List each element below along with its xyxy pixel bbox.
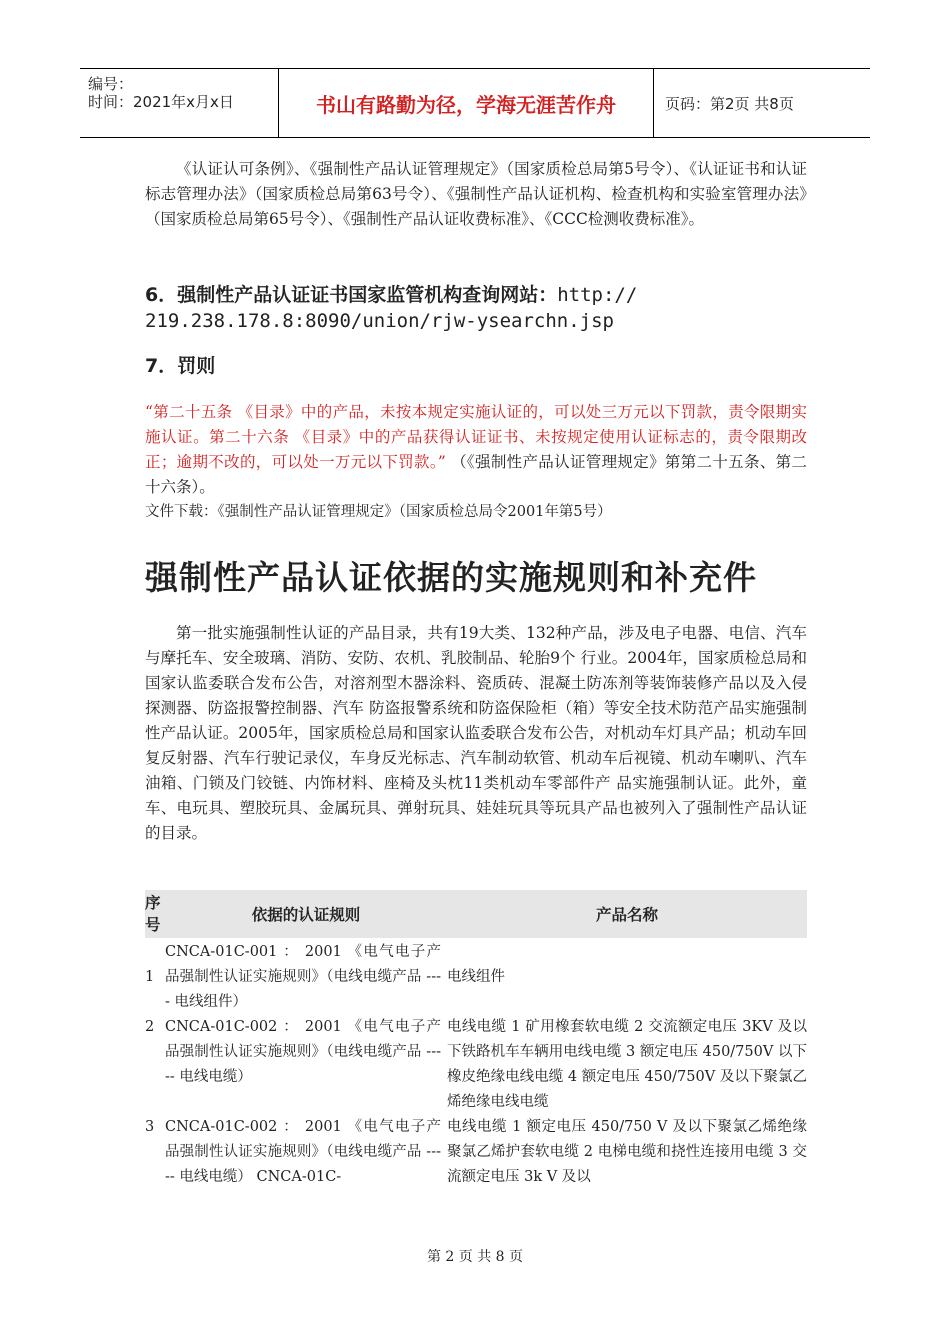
row-rule: CNCA-01C-001 ： 2001 《电气电子产品强制性认证实施规则》（电线电缆产品 ---- 电线组件） [165,944,441,1010]
header-page-info: 页码：第2页 共8页 [665,94,794,113]
certification-rules-table [145,890,807,1190]
section-7-heading: 7．罚则 [145,355,216,377]
section-6-heading [145,282,807,334]
document-date: 时间：2021年x月x日 [88,93,234,111]
penalty-paragraph [145,400,807,500]
table-row [145,940,807,1015]
intro-paragraph: 第一批实施强制性认证的产品目录，共有19大类、132种产品，涉及电子电器、电信、汽车与摩托车、安全玻璃、消防、安防、农机、乳胶制品、轮胎9个 行业。2004年，国家质检总局和国家认监委联合发布公告，对溶剂型木器涂料、瓷质砖、混凝土防冻剂等装饰装修产品以及入侵探测器、防盗报警控制器、汽车 防盗报警系统和防盗保险柜（箱）等安全技术防范产品实施强制性产品认证。2005年，国家质检总局和国家认监委联合发布公告，对机动车灯具产品；机动车回 复反射器、汽车行驶记录仪，车身反光标志、汽车制动软管、机动车后视镜、机动车喇叭、汽车油箱、门锁及门铰链、内饰材料、座椅及头枕11类机动车零部件产 品实施强制认证。此外，童车、电玩具、塑胶玩具、金属玩具、弹射玩具、娃娃玩具等玩具产品也被列入了强制性产品认证的目录。 [145,624,807,842]
row-rule: CNCA-01C-002 ： 2001 《电气电子产品强制性认证实施规则》（电线电缆产品 ----- 电线电缆） CNCA-01C- [165,1119,441,1185]
header-meta-cell [80,69,279,137]
row-no: 2 [145,1019,155,1035]
row-product: 电线电缆 1 矿用橡套软电缆 2 交流额定电压 3KV 及以下铁路机车车辆用电线电缆 3 额定电压 450/750V 以下橡皮绝缘电线电缆 4 额定电压 450/750V 及以下聚氯乙烯绝缘电线电缆 [447,1019,807,1110]
query-url-part1[interactable]: http:// [557,284,638,306]
query-url-part2[interactable]: 219.238.178.8:8090/union/rjw-ysearchn.jsp [145,310,614,332]
document-number-label: 编号： [88,75,134,93]
row-no: 1 [145,969,155,985]
row-rule: CNCA-01C-002 ： 2001 《电气电子产品强制性认证实施规则》（电线电缆产品 ----- 电线电缆） [165,1019,441,1085]
row-product: 电线组件 [447,969,505,985]
download-line[interactable]: 文件下载：《强制性产品认证管理规定》（国家质检总局令2001年第5号） [145,504,612,520]
row-no: 3 [145,1119,155,1135]
main-heading: 强制性产品认证依据的实施规则和补充件 [145,558,757,597]
section-6-title: 6．强制性产品认证证书国家监管机构查询网站： [145,284,558,306]
table-header [145,890,807,938]
header-product: 产品名称 [595,906,658,924]
header-no: 序号 [145,894,161,934]
penalty-quote: “第二十五条 《目录》中的产品，未按本规定实施认证的，可以处三万元以下罚款，责令限期实施认证。第二十六条 《目录》中的产品获得认证证书、未按规定使用认证标志的，责令限期改正；逾期不改的，可以处一万元以下罚款。” [145,403,807,471]
regulations-paragraph: 《认证认可条例》、《强制性产品认证管理规定》（国家质检总局第5号令）、《认证证书和认证标志管理办法》（国家质检总局第63号令）、《强制性产品认证机构、检查机构和实验室管理办法》（国家质检总局第65号令）、《强制性产品认证收费标准》、《CCC检测收费标准》。 [145,160,807,228]
table-row [145,1015,807,1115]
header-rule: 依据的认证规则 [251,906,361,924]
page-header [80,68,870,138]
table-row [145,1115,807,1190]
penalty-reference: （《强制性产品认证管理规定》第第二十五条、第二十六条）。 [145,453,807,496]
header-motto: 书山有路勤为径，学海无涯苦作舟 [279,69,654,137]
page-footer: 第 2 页 共 8 页 [426,1249,524,1265]
row-product: 电线电缆 1 额定电压 450/750 V 及以下聚氯乙烯绝缘聚氯乙烯护套软电缆 2 电梯电缆和挠性连接用电缆 3 交流额定电压 3k V 及以 [447,1119,807,1185]
